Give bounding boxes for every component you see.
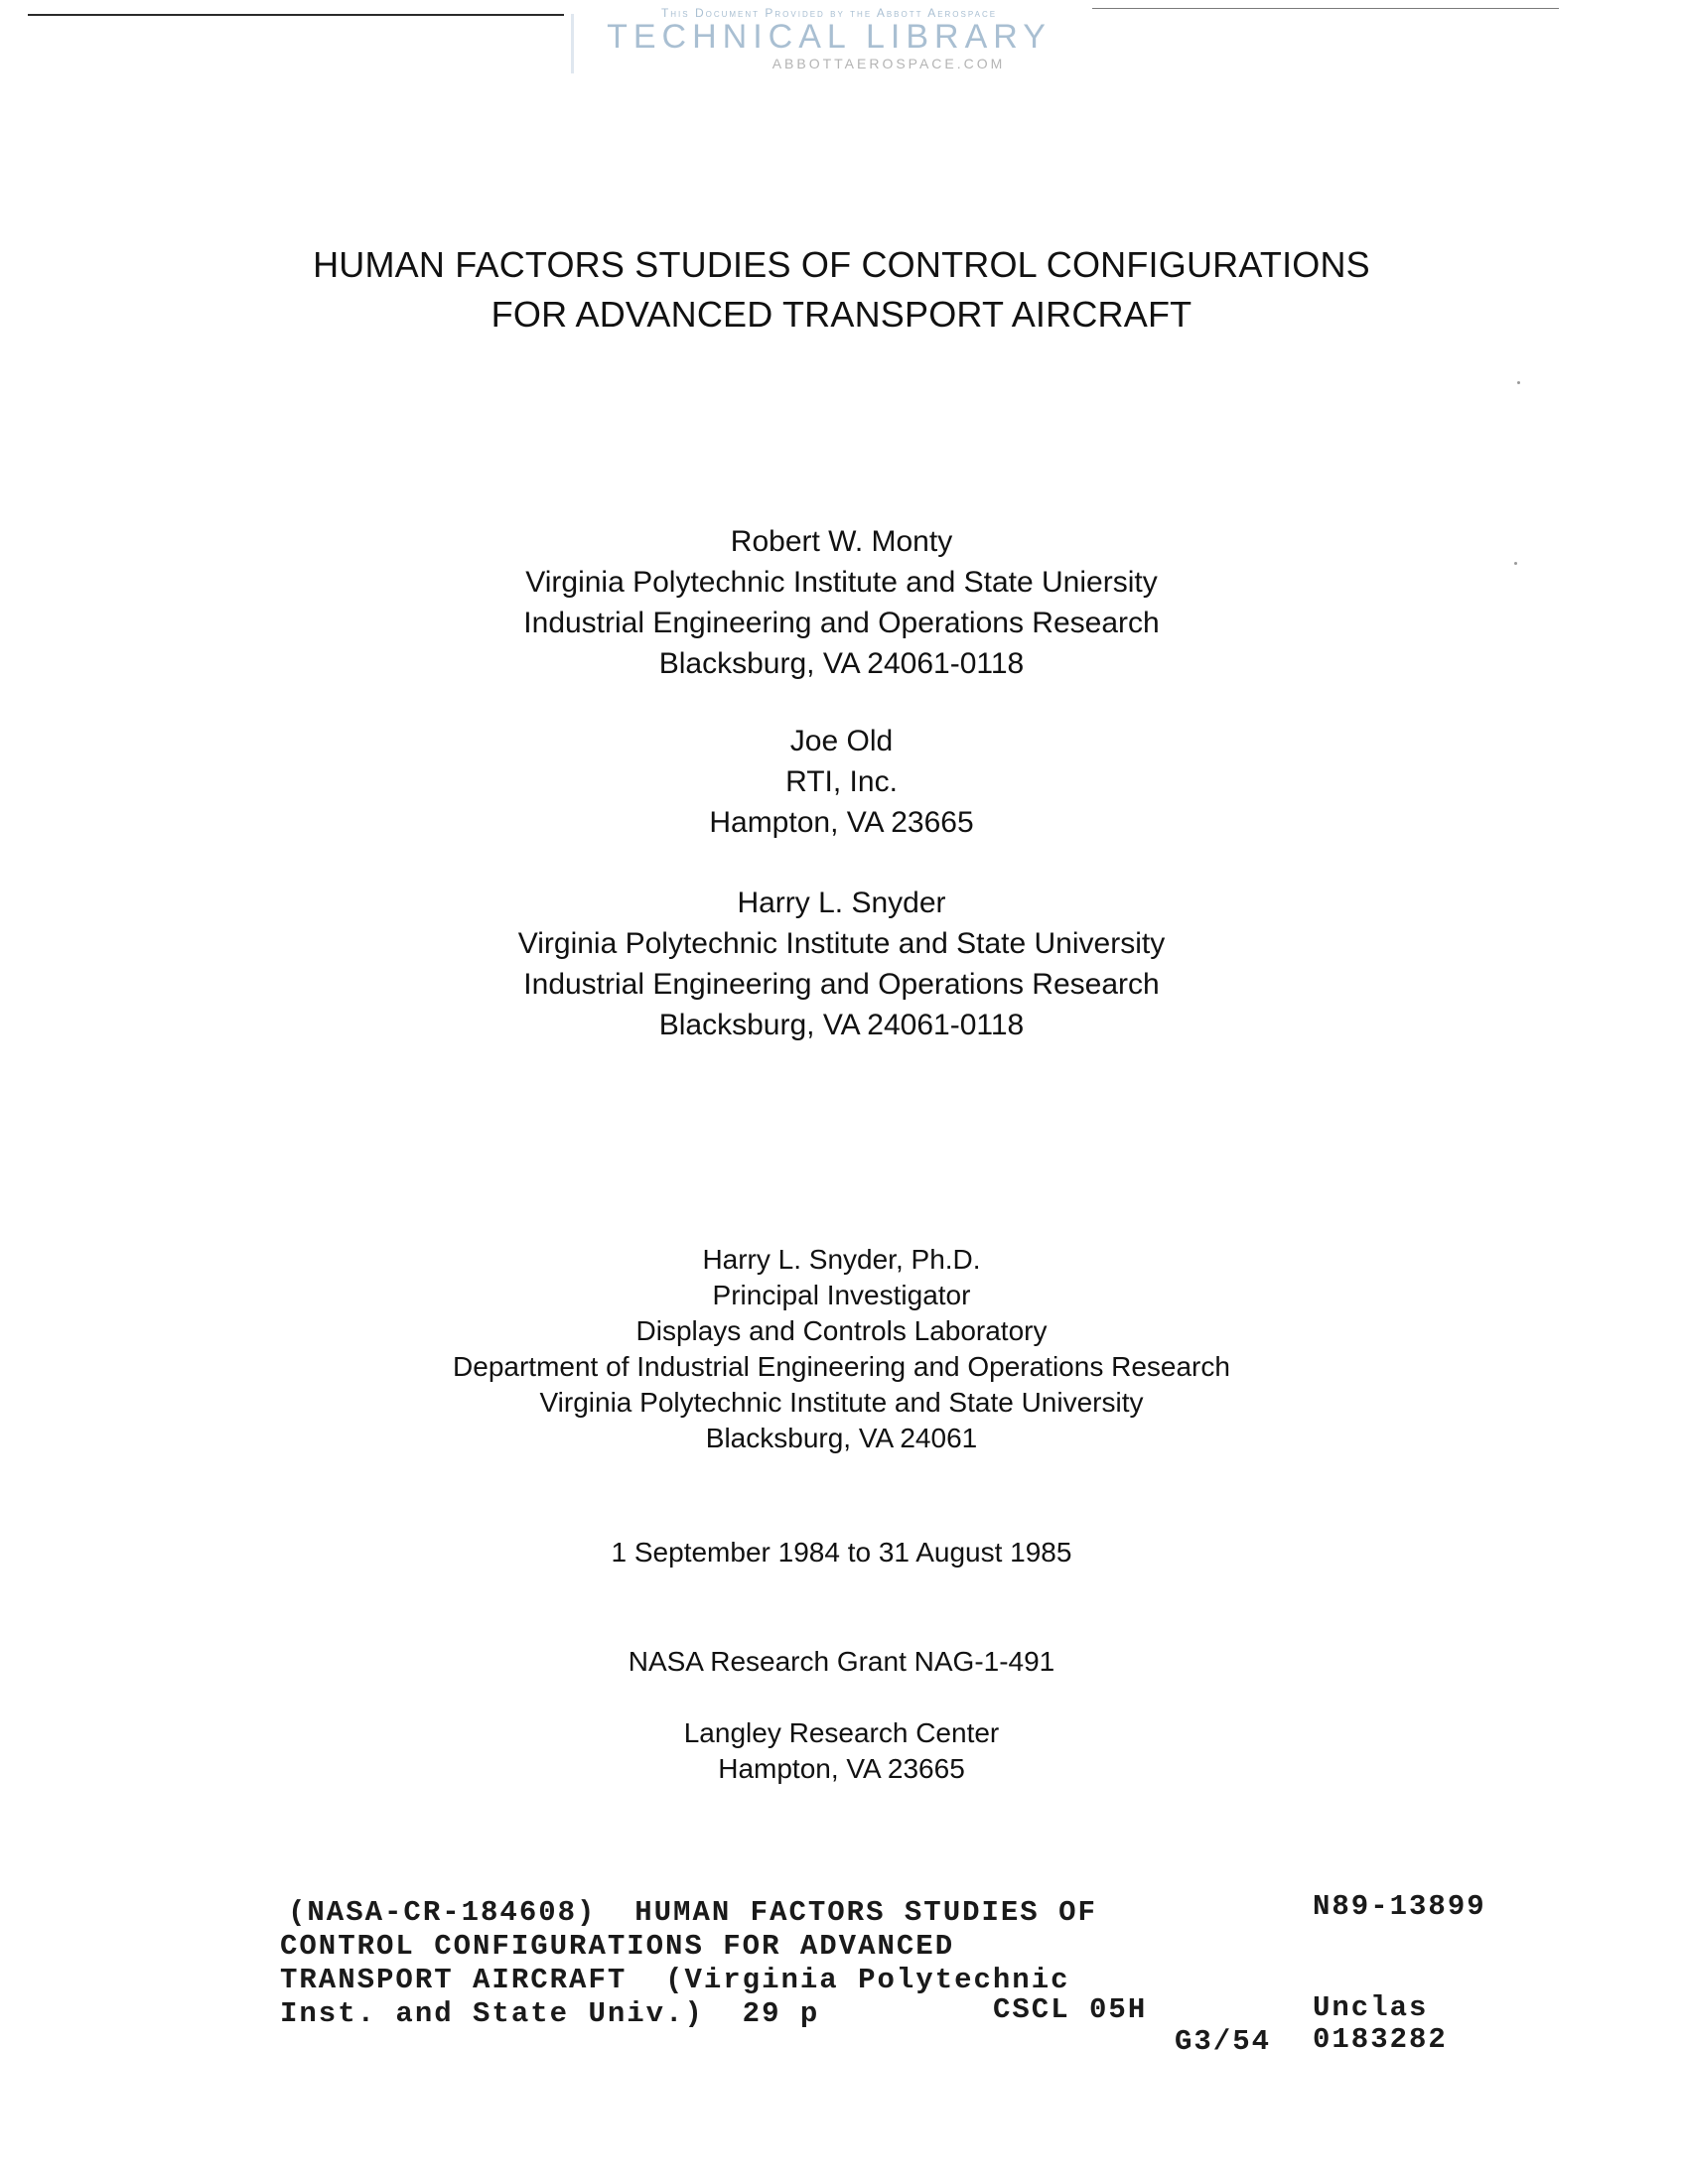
accession-line-3: TRANSPORT AIRCRAFT (Virginia Polytechnic [280,1964,1070,1996]
accession-number: N89-13899 [1313,1890,1486,1923]
report-title-line-1: HUMAN FACTORS STUDIES OF CONTROL CONFIGURATIONS [313,244,1370,285]
author-affiliation: Virginia Polytechnic Institute and State Uniersity [525,566,1158,599]
author-department: Industrial Engineering and Operations Research [523,968,1160,1001]
center-name: Langley Research Center [683,1717,1000,1748]
author-name: Joe Old [789,725,894,757]
author-affiliation: Virginia Polytechnic Institute and State University [517,927,1166,960]
author-name: Robert W. Monty [730,525,953,558]
pi-institution: Virginia Polytechnic Institute and State University [539,1387,1144,1418]
report-title [0,240,1683,340]
watermark-title: TECHNICAL LIBRARY [607,18,1052,56]
grant-number: NASA Research Grant NAG-1-491 [628,1646,1055,1677]
pi-name: Harry L. Snyder, Ph.D. [702,1244,981,1275]
watermark-top-line: This Document Provided by the Abbott Aerospace [660,6,998,20]
author-name: Harry L. Snyder [737,887,946,919]
scan-speck [1514,562,1517,565]
accession-line-1: (NASA-CR-184608) HUMAN FACTORS STUDIES OF [288,1896,1097,1929]
author-department: Industrial Engineering and Operations Research [523,607,1160,639]
author-block-3 [0,883,1683,1045]
accession-cscl: CSCL 05H [993,1993,1148,2026]
accession-line-4: Inst. and State Univ.) 29 p [280,1997,820,2030]
accession-group: G3/54 [1175,2025,1272,2058]
pi-address: Blacksburg, VA 24061 [705,1423,978,1453]
top-rule-right [1092,8,1559,9]
author-address: Hampton, VA 23665 [709,806,974,839]
scan-speck [1517,381,1520,384]
principal-investigator-block [0,1242,1683,1456]
author-block-2 [0,721,1683,843]
author-block-1 [0,521,1683,684]
pi-lab: Displays and Controls Laboratory [635,1315,1048,1346]
pi-department: Department of Industrial Engineering and Operations Research [453,1351,1230,1382]
top-rule-left [28,14,564,16]
accession-line-2: CONTROL CONFIGURATIONS FOR ADVANCED [280,1930,955,1963]
author-address: Blacksburg, VA 24061-0118 [658,647,1025,680]
center-address: Hampton, VA 23665 [718,1753,965,1784]
watermark [561,0,1097,71]
grant-period: 1 September 1984 to 31 August 1985 [611,1537,1072,1568]
accession-unclas: Unclas [1313,1991,1429,2024]
author-address: Blacksburg, VA 24061-0118 [658,1009,1025,1041]
author-affiliation: RTI, Inc. [785,765,898,798]
accession-doc-id: 0183282 [1313,2023,1448,2056]
research-center-block [0,1715,1683,1787]
pi-role: Principal Investigator [712,1280,971,1310]
report-title-line-2: FOR ADVANCED TRANSPORT AIRCRAFT [491,294,1192,335]
watermark-url: ABBOTTAEROSPACE.COM [771,56,1006,71]
